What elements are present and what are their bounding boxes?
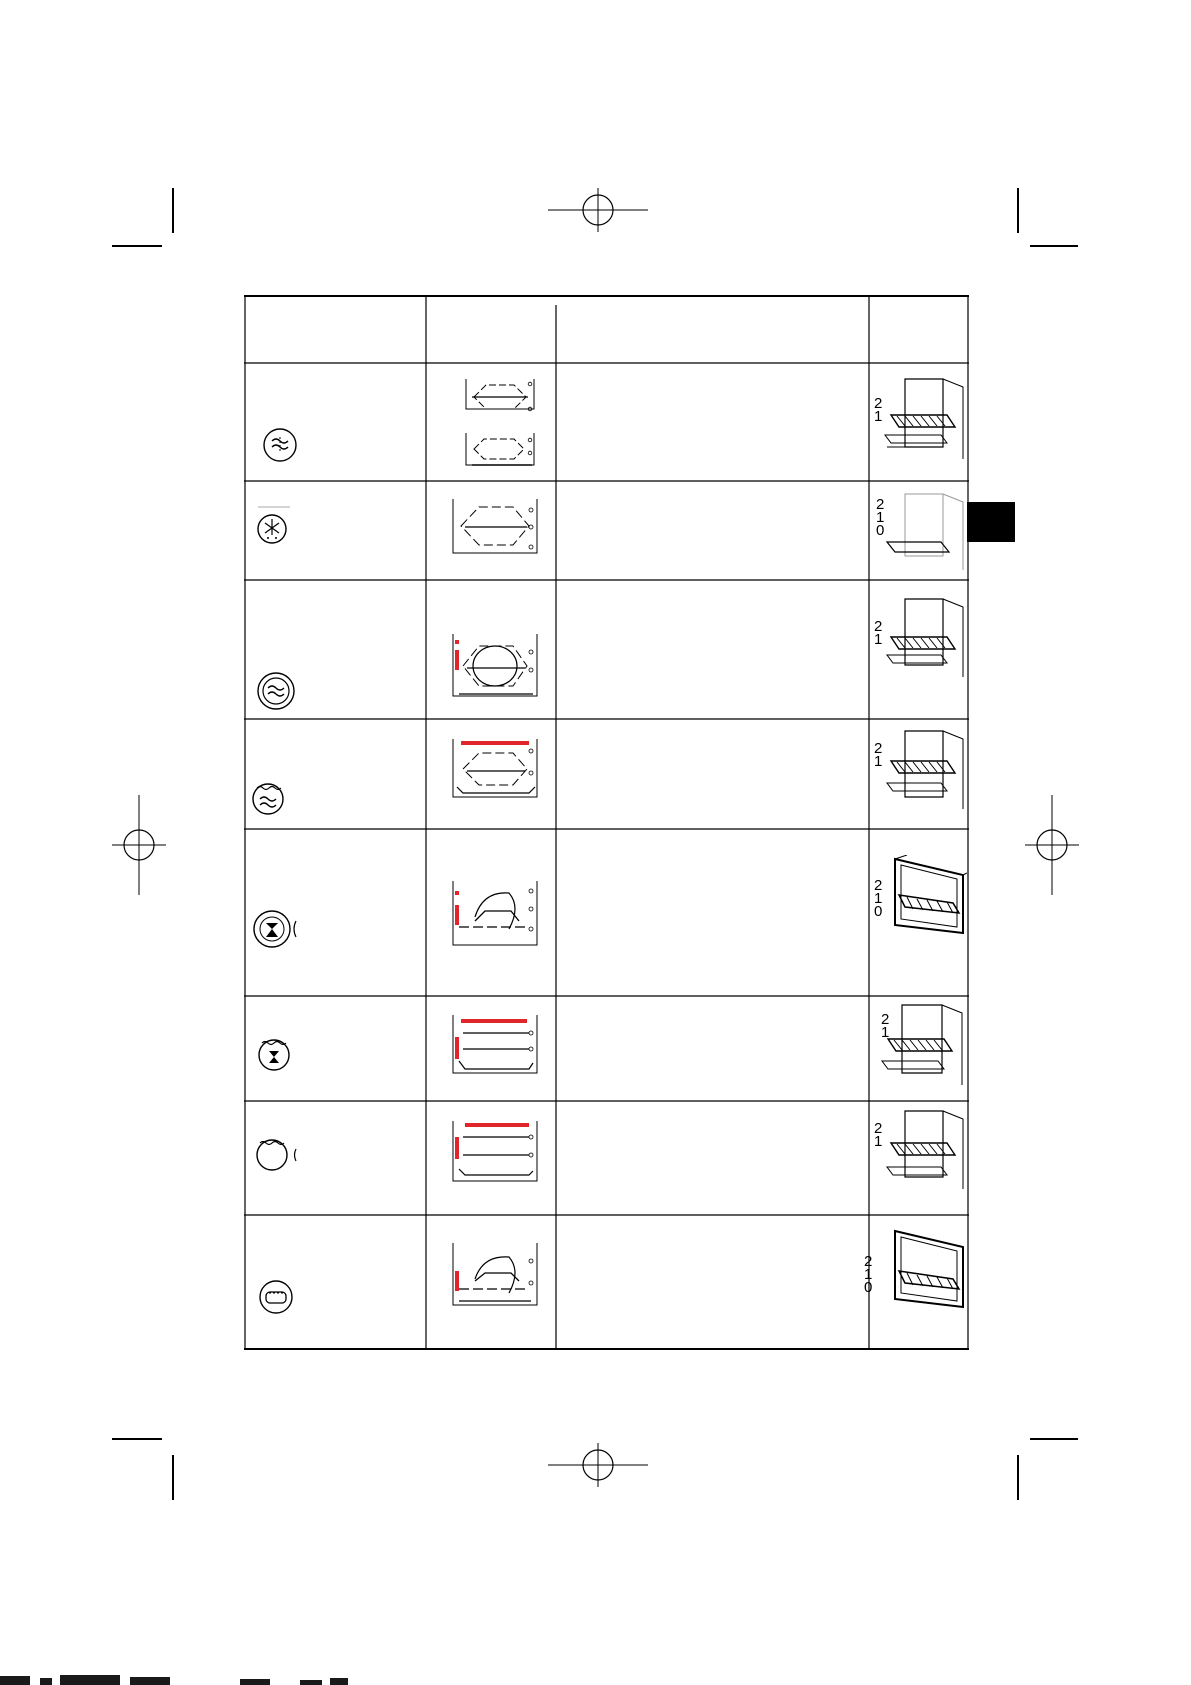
rack-level-2: 2 (864, 1253, 873, 1270)
printer-color-bar (0, 1672, 1191, 1685)
rack-level-0: 0 (864, 1279, 873, 1296)
crop-mark-top-right-horizontal (1030, 245, 1078, 247)
top-bottom-heat-icon (252, 1133, 302, 1173)
rack-level-0: 0 (874, 903, 883, 920)
crop-mark-bottom-right-horizontal (1030, 1438, 1078, 1440)
oven-rack-illustration (877, 375, 967, 473)
oven-rack-illustration (877, 595, 967, 687)
fan-function-icon (262, 427, 298, 463)
fan-top-heater-diagram (449, 735, 541, 801)
top-bottom-heat-diagram (449, 1117, 541, 1185)
rack-level-0: 0 (876, 522, 885, 539)
crop-mark-bottom-left-vertical (172, 1455, 174, 1500)
rack-level-1: 1 (876, 509, 885, 526)
crop-mark-top-left-vertical (172, 188, 174, 233)
rack-level-1: 1 (874, 890, 883, 907)
fan-top-heater-icon (248, 781, 288, 817)
oven-rack-illustration (877, 727, 967, 819)
crop-mark-bottom-left-horizontal (112, 1438, 162, 1440)
rack-level-1: 1 (874, 753, 883, 770)
rack-level-2: 2 (876, 496, 885, 513)
section-tab-marker (967, 502, 1015, 542)
fan-ring-heater-diagram (449, 630, 541, 700)
fan-grill-diagram (449, 877, 541, 949)
fan-grill-icon (252, 909, 302, 949)
fan-ring-heater-icon (256, 671, 296, 711)
registration-mark-right (1025, 795, 1079, 895)
rack-level-1: 1 (874, 1133, 883, 1150)
defrost-snowflake-icon (252, 505, 292, 545)
bottom-heat-diagram (449, 1239, 541, 1309)
bottom-heat-icon (258, 1279, 294, 1315)
registration-mark-top (548, 188, 648, 242)
grill-top-icon (254, 1033, 294, 1073)
oven-rack-illustration (877, 855, 967, 965)
rack-level-1: 1 (874, 631, 883, 648)
fan-heating-diagram-upper (462, 377, 538, 415)
registration-mark-bottom (548, 1443, 648, 1497)
table-grid (244, 295, 969, 1350)
crop-mark-top-left-horizontal (112, 245, 162, 247)
rack-level-2: 2 (881, 1011, 890, 1028)
fan-heating-diagram-lower (462, 431, 538, 471)
grill-top-diagram (449, 1011, 541, 1077)
rack-level-2: 2 (874, 618, 883, 635)
rack-level-1: 1 (864, 1266, 873, 1283)
rack-level-2: 2 (874, 877, 883, 894)
oven-rack-illustration (877, 1107, 967, 1201)
defrost-diagram (449, 495, 541, 557)
rack-level-1: 1 (881, 1024, 890, 1041)
crop-mark-bottom-right-vertical (1017, 1455, 1019, 1500)
oven-functions-table (244, 295, 969, 1350)
rack-level-2: 2 (874, 740, 883, 757)
rack-level-1: 1 (874, 408, 883, 425)
oven-rack-illustration (877, 1227, 967, 1339)
oven-rack-illustration (862, 1001, 967, 1095)
oven-rack-illustration (877, 490, 967, 578)
registration-mark-left (112, 795, 166, 895)
rack-level-2: 2 (874, 1120, 883, 1137)
rack-level-2: 2 (874, 395, 883, 412)
crop-mark-top-right-vertical (1017, 188, 1019, 233)
